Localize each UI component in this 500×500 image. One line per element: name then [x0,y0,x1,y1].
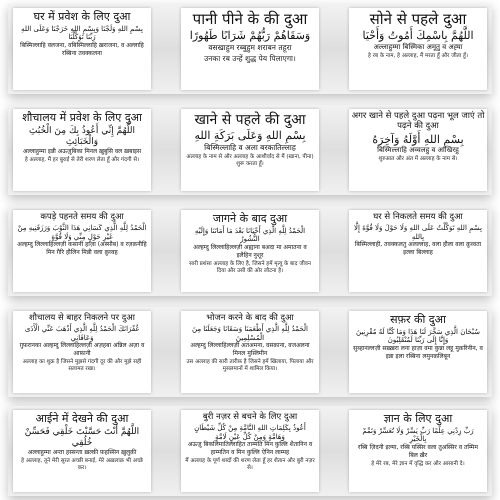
dua-transliteration: अल्हम्दु लिल्लाहिल्लज़ी कसानी हाज़ा (अस्सौब) व रज़क़नीहि मिन ग़ैरि हौलिन मिन्नी वला क़ुव्वह [17,241,147,257]
dua-title: घर से निकलते समय की दुआ [373,212,463,222]
dua-transliteration: बिस्मिल्लाही, तवक्कलतु अलल्लाह, वला हौला वला क़ुव्वता इल्ला बिल्लाह [354,241,482,257]
dua-arabic: رَبِّ زِدْنِي عِلْمًا رَبِّ يَسِّرْ وَلَا تُعَسِّرْ وَتَمِّمْ بِالْخَيْرِ [362,426,474,444]
dua-card-travel [349,311,487,393]
dua-title: ज्ञान के लिए दुआ [383,412,453,425]
dua-row [8,307,492,397]
dua-title: अगर खाने से पहले दुआ पढ़ना भूल जाएं तो पढ़ने की दुआ [351,111,485,131]
dua-arabic: اللَّهُمَّ أَنْتَ حَسَّنْتَ خَلْقِي فَحَسِّنْ خُلُقِي [24,426,140,448]
dua-transliteration: रब्बि ज़िदनी इल्मा, रब्बि यस्सिर वला तुअस्सिर व तम्मिम बिल ख़ैर [358,444,478,459]
dua-meaning [349,361,487,362]
dua-transliteration: ग़ुफ़रानका अल्हम्दु लिल्लाहिल्लज़ी अज़हबा अन्निल अज़ा व आफ़ानी [19,342,145,358]
dua-arabic: غُفْرَانَكَ الْحَمْدُ لِلَّهِ الَّذِي أَذْهَبَ عَنِّي الْأَذَى وَعَافَانِي [24,324,140,342]
dua-meaning [13,257,151,258]
dua-transliteration: अल्हम्दु लिल्लाहिल्लज़ी अतअमना, वसक़ाना, वजअलना मिनल मुस्लिमीन [190,342,310,358]
dua-meaning: हे अल्लाह, तूने मेरी सूरत अच्छी बनाई, मेरे अख़लाक़ भी अच्छे कर। [21,457,143,472]
dua-meaning: हे रब के नाम, हे अल्लाह, मैं मरता हूँ और जीता हूँ। [368,53,468,60]
dua-card-mirror [13,410,151,492]
dua-card-after-eating [181,311,319,393]
dua-arabic: اللَّهُمَّ إِنِّي أَعُوذُ بِكَ مِنَ الْخُبُثِ وَالْخَبَائِثِ [28,125,136,147]
dua-title: सफ़र की दुआ [390,313,446,326]
dua-transliteration: अल्हम्दु लिल्लाहिल्लज़ी अह्याना बअदा मा अमातना व इलैहिन नुशूर [193,244,307,259]
dua-transliteration: अल्लाहुम्मा बिस्मिका अमूतु व अह़्या [373,43,463,51]
dua-card-after-waking [181,210,319,292]
dua-arabic: بِسْمِ اللهِ وَعَلَى بَرَكَةِ اللهِ [194,129,306,143]
dua-meaning [13,58,151,59]
dua-arabic: بِسْمِ اللهِ وَلَجْنَا وَبِسْمِ اللهِ خَرَجْنَا وَعَلَى اللهِ رَبِّنَا تَوَكَّلْنَا [21,24,143,42]
dua-meaning: शुरुआत और अंत में अल्लाह के नाम से। [378,156,458,163]
dua-title: पानी पीने के की दुआ [192,10,308,28]
dua-transliteration: बिस्मिल्लाहि वलजना, वबिस्मिल्लाहि ख़राजना, व अल्लाहि रब्बिना तवक्कलना [20,42,144,57]
dua-arabic: سُبْحَانَ الَّذِي سَخَّرَ لَنَا هَذَا وَمَا كُنَّا لَهُ مُقْرِنِينَ وَإِنَّا إِلَى رَبِّنَا لَمُنْقَلِبُونَ [355,327,480,345]
dua-card-before-sleep [349,8,487,90]
dua-title: खाने से पहले की दुआ [194,112,306,128]
dua-arabic: الْحَمْدُ لِلَّهِ الَّذِي كَسَانِي هَذَا الثَّوْبَ وَرَزَقَنِيهِ مِنْ غَيْرِ حَوْلٍ مِنِّي وَلَا قُوَّةٍ [17,223,147,241]
dua-title: जागने के बाद दुआ [212,212,288,225]
dua-title: घर में प्रवेश के लिए दुआ [33,10,131,23]
dua-title: कपड़े पहनते समय की दुआ [40,212,124,222]
dua-meaning: अल्लाह के नाम से और अल्लाह के आशीर्वाद से मैं (खाना, पीना) शुरू करता हूँ। [186,153,314,167]
dua-card-leaving-home [349,210,487,292]
dua-transliteration: अल्लाहुम्मा इन्नी अऊज़ुबिका मिनल ख़ुबुसि वल ख़बाइस [22,148,142,156]
dua-title: शौचालय से बाहर निकलने पर दुआ [28,313,135,323]
dua-row [8,105,492,195]
dua-transliteration: अल्लाहुम्मा अन्ता हस्सन्ता ख़ल्क़ी फ़हस्सिन ख़ुलुक़ी [27,449,137,457]
dua-meaning: हे मेरे रब, मेरे ज्ञान में वृद्धि कर और आसानी दे। [371,460,465,467]
dua-title: भोजन करने के बाद की दुआ [206,313,294,323]
dua-transliteration: बिस्मिल्लाहि व अला बरकातिल्लाह [204,142,296,152]
dua-arabic: بِسْمِ اللهِ تَوَكَّلْتُ عَلَى اللهِ وَلَا حَوْلَ وَلَا قُوَّةَ إِلَّا بِاللهِ [354,223,482,241]
dua-meaning: मैं अल्लाह के पूर्ण शब्दों की शरण लेता हूँ हर शैतान और बुरी नज़र से। [185,457,315,471]
dua-arabic: وَسَقَاهُمْ رَبُّهُمْ شَرَابًا طَهُورًا [189,29,311,43]
dua-arabic: الْحَمْدُ لِلَّهِ الَّذِي أَحْيَانَا بَعْدَ مَا أَمَاتَنَا وَإِلَيْهِ النُّشُورُ [194,226,306,244]
dua-card-forgot-before-eating [349,109,487,191]
dua-arabic: اللَّهُمَّ بِاسْمِكَ أَمُوتُ وَأَحْيَا [362,29,474,43]
dua-title: आईने में देखने की दुआ [35,412,129,425]
dua-card-enter-toilet [13,109,151,191]
dua-meaning [349,257,487,258]
dua-meaning: सारी प्रशंसा अल्लाह के लिए है, जिसने हमें मृत्यु के बाद जीवन दिया और उसी की ओर लौटना है। [189,260,311,274]
dua-title: सोने से पहले दुआ [369,10,467,28]
dua-meaning: अल्लाह का शुक्र है जिसने मुझसे गंदगी दूर की और मुझे सही सलामत रखा। [22,358,142,372]
dua-transliteration: सुब्हानल्लज़ी सख़्ख़रा लना हाज़ा वमा कुन्ना लहू मुक़रिनीन, व इन्ना इला रब्बिना लमुनक़लिबून [353,345,483,360]
dua-title: शौचालय में प्रवेश के लिए दुआ [22,111,142,124]
dua-transliteration: अऊज़ु बिकलिमातिल्लाहित ताम्मति मिन कुल्लि शैतानिन व हाम्मतिन व मिन कुल्लि ऐनिन लाम्मह [187,441,313,457]
dua-meaning: हे अल्लाह, मैं हर बुराई से तेरी शरण लेता हूँ और गंदगी से। [24,156,140,163]
dua-meaning: उनका रब उन्हें शुद्ध पेय पिलाएगा। [204,53,296,63]
dua-arabic: بِسْمِ اللهِ أَوَّلَهُ وَآخِرَهُ [372,132,464,146]
dua-arabic: أَعُوذُ بِكَلِمَاتِ اللهِ التَّامَّةِ مِنْ كُلِّ شَيْطَانٍ وَهَامَّةٍ وَمِنْ كُلِّ عَيْنٍ لَامَّةٍ [194,423,306,441]
dua-transliteration: वसखाहुम रब्बुहुम शराबन तहूरा [208,43,292,52]
dua-title: बुरी नज़र से बचने के लिए दुआ [202,412,298,422]
dua-transliteration: बिस्मिल्लाहि अव्वलहु व आखिरहु [377,146,459,155]
dua-card-drinking-water [181,8,319,90]
dua-card-wearing-clothes [13,210,151,292]
dua-grid [8,4,492,496]
dua-card-before-eating [181,109,319,191]
dua-card-leaving-toilet [13,311,151,393]
dua-row [8,4,492,94]
dua-row [8,206,492,296]
dua-card-enter-home [13,8,151,90]
dua-arabic: الْحَمْدُ لِلَّهِ الَّذِي أَطْعَمَنَا وَسَقَانَا وَجَعَلَنَا مِنَ الْمُسْلِمِينَ [191,324,308,342]
dua-meaning: उस अल्लाह की सारी तारीफ़ है जिसने हमें खिलाया, पिलाया और मुसलमानों में शामिल किया। [186,358,314,372]
dua-card-evil-eye [181,410,319,492]
dua-card-knowledge [349,410,487,492]
dua-row [8,406,492,496]
